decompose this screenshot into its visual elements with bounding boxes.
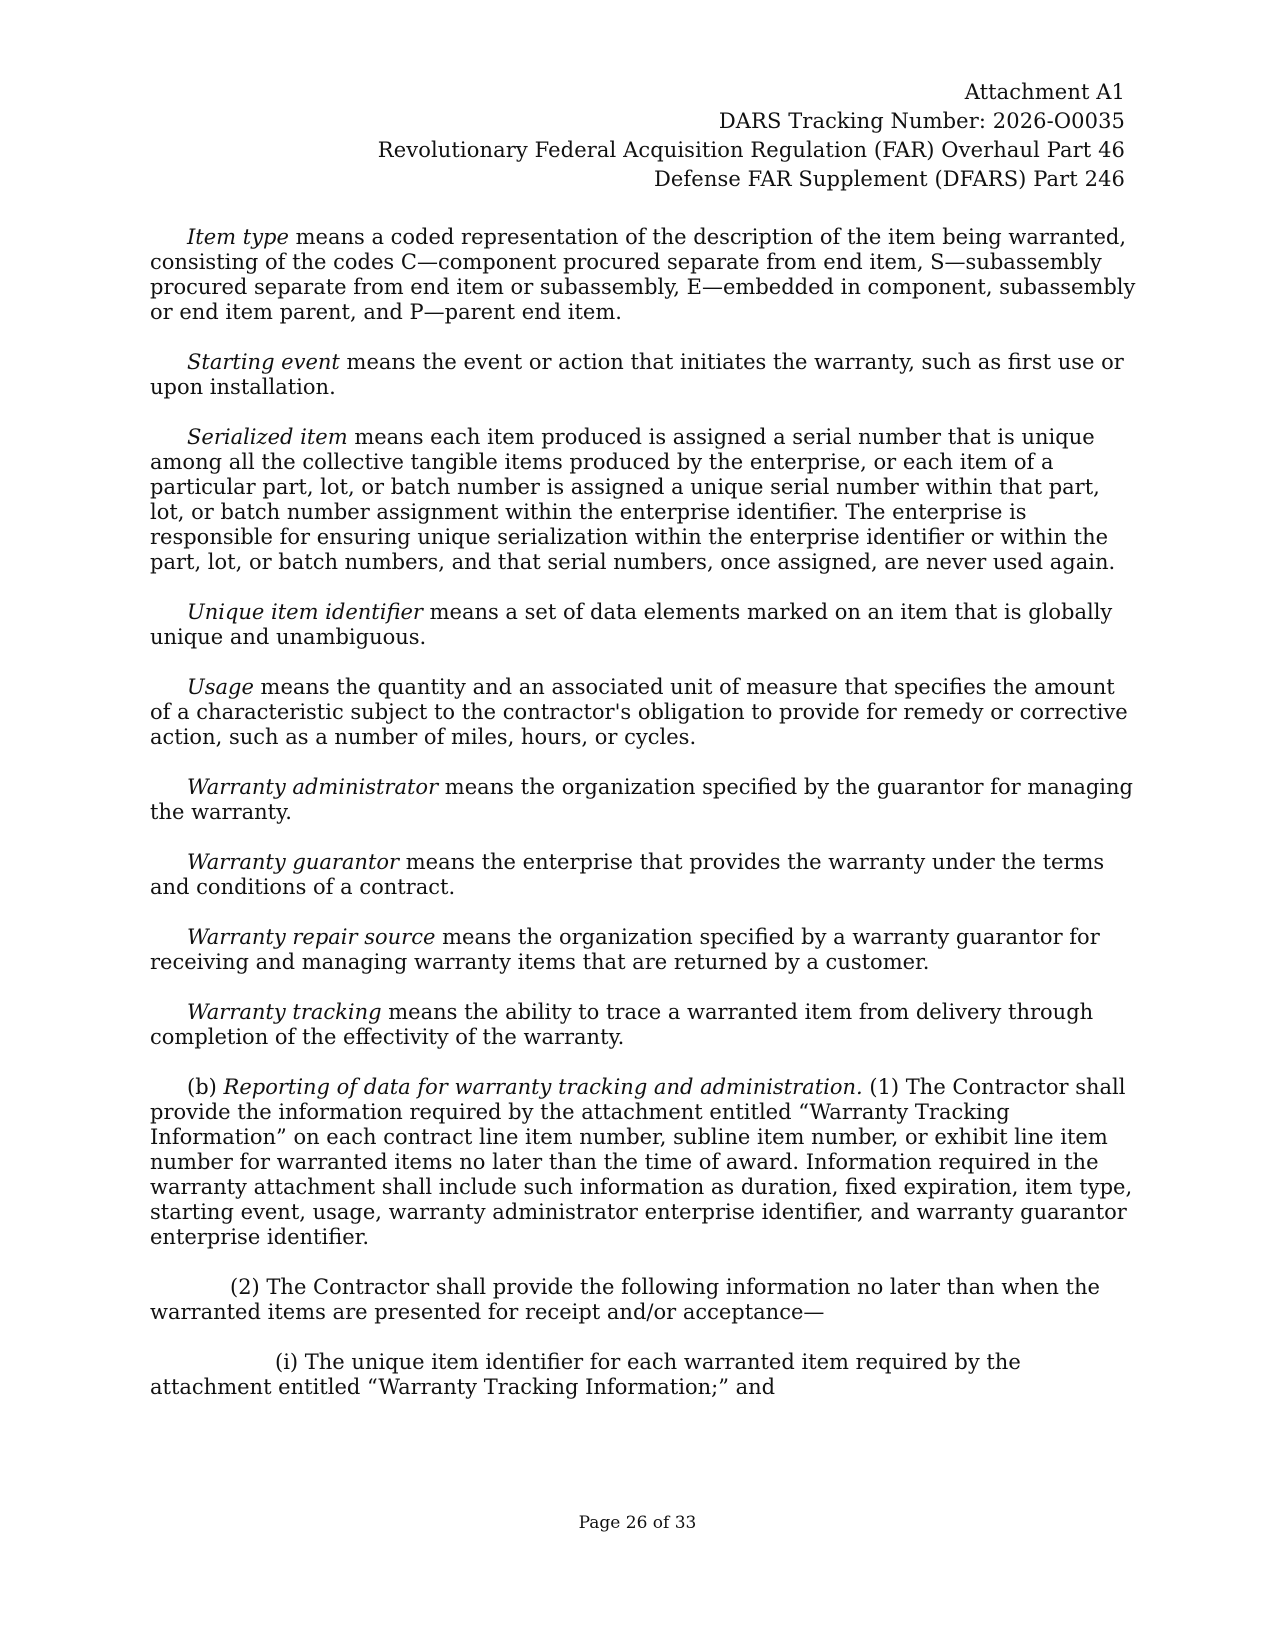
document-body bbox=[150, 225, 1140, 1425]
header-far-part: Revolutionary Federal Acquisition Regulation (FAR) Overhaul Part 46 bbox=[377, 138, 1125, 162]
paragraph-b-label: (b) bbox=[187, 1075, 224, 1099]
definition-warranty-administrator bbox=[150, 775, 1140, 825]
paragraph-b bbox=[150, 1075, 1140, 1250]
page-header bbox=[378, 78, 1125, 194]
definition-term: Warranty repair source bbox=[187, 925, 436, 949]
definition-term: Warranty administrator bbox=[187, 775, 439, 799]
definition-term: Starting event bbox=[187, 350, 340, 374]
definition-term: Warranty guarantor bbox=[187, 850, 400, 874]
definition-text: means the organization specified by a warranty guarantor for receiving and managing warranty items that are returned by a customer. bbox=[150, 925, 1100, 974]
definition-term: Warranty tracking bbox=[187, 1000, 382, 1024]
definition-usage bbox=[150, 675, 1140, 750]
paragraph-b-text: (1) The Contractor shall provide the information required by the attachment entitled “Warranty Tracking Information” on each contract line item number, subline item number, or exhibit line item number for warranted items no later than the time of award. Information required in the warranty attachment shall include such information as duration, fixed expiration, item type, starting event, usage, warranty administrator enterprise identifier, and warranty guarantor enterprise identifier. bbox=[150, 1075, 1133, 1249]
paragraph-b-2: (2) The Contractor shall provide the following information no later than when the warranted items are presented for receipt and/or acceptance— bbox=[150, 1275, 1100, 1324]
definition-term: Serialized item bbox=[187, 425, 348, 449]
paragraph-b-heading: Reporting of data for warranty tracking and administration. bbox=[223, 1075, 863, 1099]
definition-item-type bbox=[150, 225, 1140, 325]
page-number: Page 26 of 33 bbox=[578, 1513, 697, 1533]
definition-unique-item-identifier bbox=[150, 600, 1140, 650]
definition-text: means a set of data elements marked on an item that is globally unique and unambiguous. bbox=[150, 600, 1113, 649]
definition-warranty-guarantor bbox=[150, 850, 1140, 900]
definition-warranty-repair-source bbox=[150, 925, 1140, 975]
definition-text: means a coded representation of the description of the item being warranted, consisting of the codes C—component procured separate from end item, S—subassembly procured separate from end item or subassembly, E—embedded in component, subassembly or end item parent, and P—parent end item. bbox=[150, 225, 1136, 324]
definition-term: Item type bbox=[187, 225, 289, 249]
definition-term: Usage bbox=[187, 675, 254, 699]
paragraph-b-2-i: (i) The unique item identifier for each warranted item required by the attachment entitled “Warranty Tracking Information;” and bbox=[150, 1350, 1021, 1399]
header-attachment: Attachment A1 bbox=[964, 80, 1125, 104]
header-tracking-number: DARS Tracking Number: 2026-O0035 bbox=[718, 109, 1125, 133]
definition-term: Unique item identifier bbox=[187, 600, 423, 624]
definition-text: means the enterprise that provides the warranty under the terms and conditions of a contract. bbox=[150, 850, 1105, 899]
header-dfars-part: Defense FAR Supplement (DFARS) Part 246 bbox=[653, 167, 1125, 191]
definition-text: means the ability to trace a warranted item from delivery through completion of the effectivity of the warranty. bbox=[150, 1000, 1094, 1049]
definition-text: means the quantity and an associated unit of measure that specifies the amount of a characteristic subject to the contractor's obligation to provide for remedy or corrective action, such as a number of miles, hours, or cycles. bbox=[150, 675, 1128, 749]
definition-text: means each item produced is assigned a serial number that is unique among all the collective tangible items produced by the enterprise, or each item of a particular part, lot, or batch number is assigned a unique serial number within that part, lot, or batch number assignment within the enterprise identifier. The enterprise is responsible for ensuring unique serialization within the enterprise identifier or within the part, lot, or batch numbers, and that serial numbers, once assigned, are never used again. bbox=[150, 425, 1116, 574]
definition-text: means the event or action that initiates the warranty, such as first use or upon installation. bbox=[150, 350, 1124, 399]
definition-warranty-tracking bbox=[150, 1000, 1140, 1050]
definition-serialized-item bbox=[150, 425, 1140, 575]
definition-text: means the organization specified by the guarantor for managing the warranty. bbox=[150, 775, 1133, 824]
definition-starting-event bbox=[150, 350, 1140, 400]
